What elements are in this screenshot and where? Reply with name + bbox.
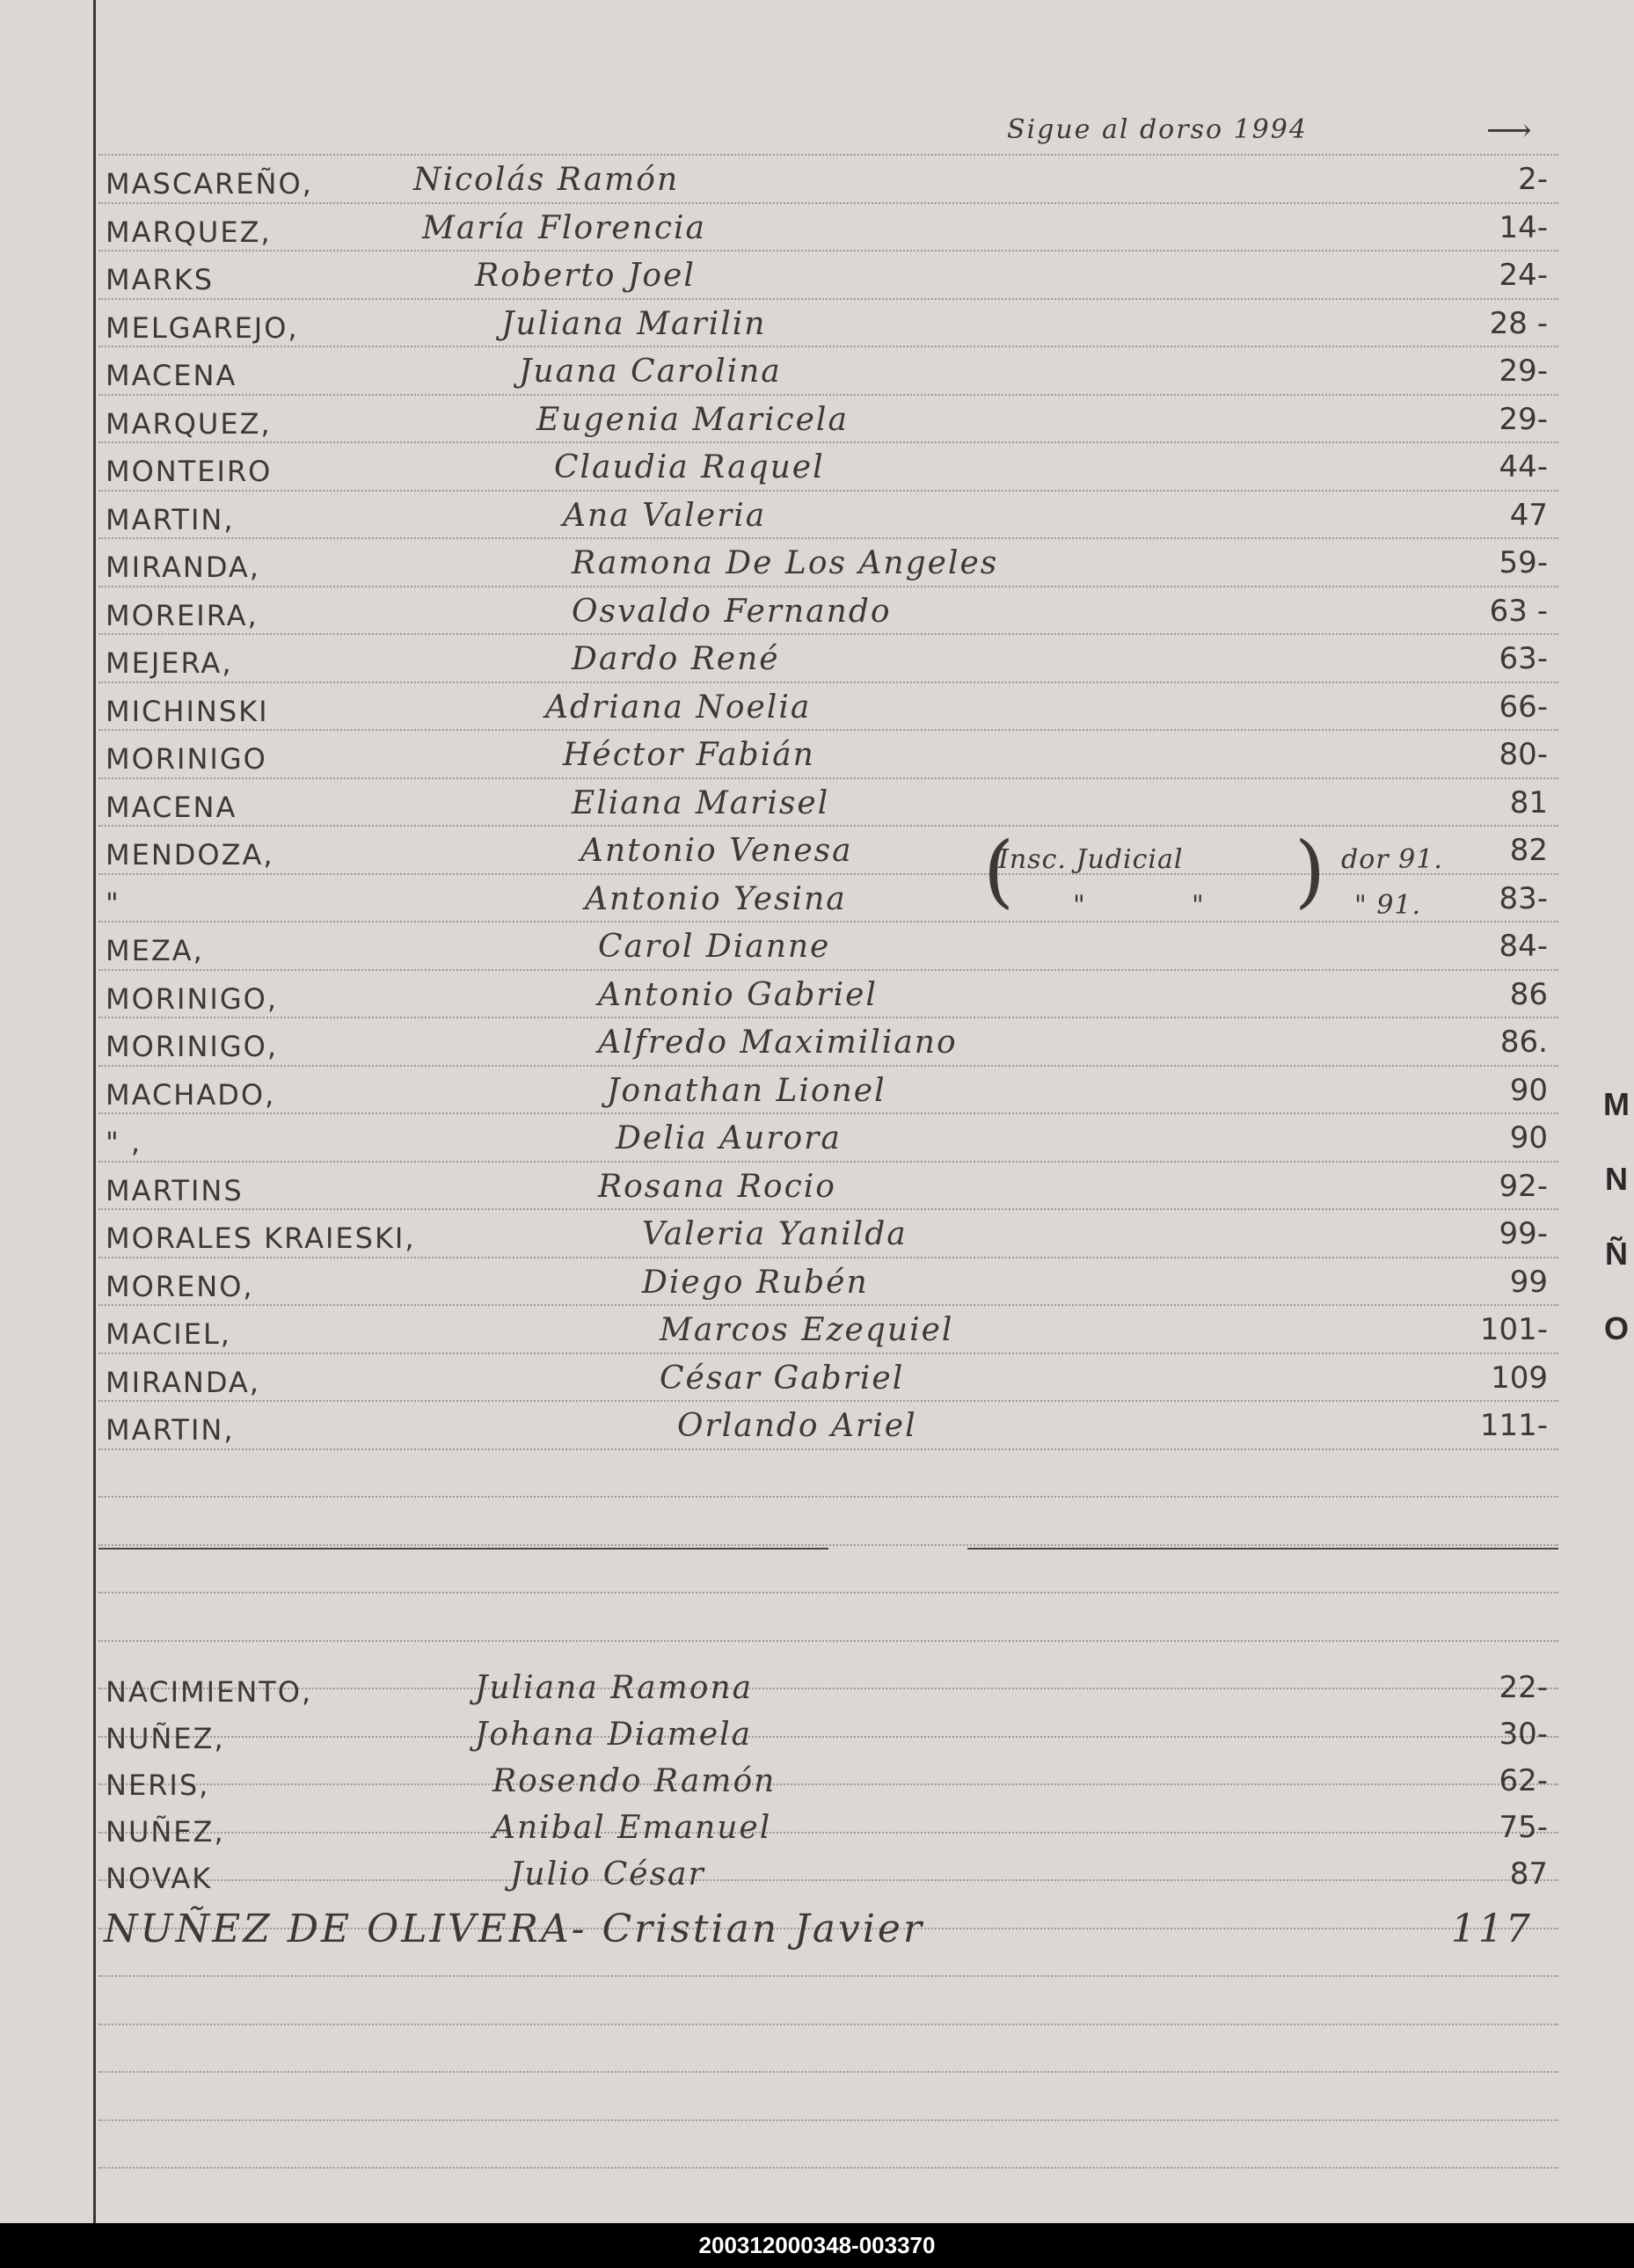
- entry-number: 47: [1509, 497, 1548, 533]
- entry-given-name: Orlando Ariel: [677, 1408, 917, 1444]
- entry-surname: MARTINS: [106, 1173, 244, 1207]
- entry-surname: MICHINSKI: [106, 694, 269, 728]
- entry-given-name: Héctor Fabián: [563, 737, 815, 773]
- entry-number: 24-: [1499, 258, 1548, 293]
- entry-given-name: Roberto Joel: [475, 258, 696, 294]
- entry-given-name: Antonio Venesa: [580, 833, 853, 869]
- entry-number: 59-: [1499, 545, 1548, 580]
- index-letter: O: [1603, 1310, 1629, 1346]
- bracket-open-icon: (: [983, 825, 1015, 917]
- entry-number: 90: [1509, 1072, 1548, 1108]
- entry-surname: MEZA,: [106, 934, 204, 967]
- ruled-line: [98, 1017, 1558, 1018]
- ditto-mark: ": [1192, 890, 1205, 921]
- entry-surname: NERIS,: [106, 1768, 210, 1802]
- section-divider: [98, 1548, 828, 1550]
- entry-given-name: Alfredo Maximiliano: [598, 1025, 958, 1061]
- entry-surname: MARTIN,: [106, 502, 235, 536]
- ruled-line: [98, 1353, 1558, 1354]
- entry-number: 109: [1491, 1360, 1548, 1396]
- entry-given-name: Anibal Emanuel: [492, 1810, 772, 1846]
- entry-number: 14-: [1499, 209, 1548, 245]
- entry-number: 86: [1509, 976, 1548, 1012]
- ruled-line: [98, 394, 1558, 396]
- entry-surname: MARQUEZ,: [106, 406, 272, 441]
- entry-given-name: César Gabriel: [660, 1360, 905, 1397]
- ruled-line: [98, 969, 1558, 971]
- entry-given-name: María Florencia: [422, 209, 706, 246]
- entry-surname: MORINIGO: [106, 742, 267, 776]
- ruled-line: [98, 250, 1558, 252]
- entry-number: 63 -: [1489, 593, 1548, 629]
- entry-given-name: Ramona De Los Angeles: [572, 545, 999, 581]
- ruled-line: [98, 586, 1558, 587]
- entry-surname: MENDOZA,: [106, 838, 274, 871]
- ruled-line: [98, 490, 1558, 492]
- entry-number: 84-: [1499, 929, 1548, 964]
- ruled-line: [98, 441, 1558, 443]
- entry-given-name: Jonathan Lionel: [607, 1072, 886, 1109]
- entry-surname: NUÑEZ,: [106, 1815, 225, 1849]
- index-letter: M: [1603, 1086, 1630, 1122]
- entry-surname: MORALES KRAIESKI,: [106, 1222, 416, 1255]
- entry-given-name: Valeria Yanilda: [642, 1216, 908, 1252]
- judicial-note: Insc. Judicial: [998, 844, 1184, 875]
- entry-number: 62-: [1499, 1763, 1548, 1798]
- entry-surname: MEJERA,: [106, 646, 233, 680]
- entry-given-name: Eugenia Maricela: [536, 401, 849, 438]
- entry-given-name: Dardo René: [572, 641, 780, 677]
- index-letter: N: [1605, 1161, 1628, 1197]
- ruled-line: [98, 1544, 1558, 1546]
- entry-surname: MORINIGO,: [106, 981, 278, 1016]
- entry-surname: MARKS: [106, 263, 215, 296]
- ruled-line: [98, 921, 1558, 923]
- entry-surname: MONTEIRO: [106, 455, 273, 488]
- entry-given-name: Juliana Marilin: [501, 305, 767, 342]
- entry-surname: MASCAREÑO,: [106, 167, 313, 201]
- entry-number: 80-: [1499, 737, 1548, 772]
- entry-given-name: Delia Aurora: [616, 1120, 842, 1156]
- ruled-line: [98, 202, 1558, 204]
- ruled-line: [98, 1257, 1558, 1258]
- ruled-line: [98, 1975, 1558, 1977]
- ruled-line: [98, 2071, 1558, 2073]
- entry-surname: NACIMIENTO,: [106, 1675, 313, 1709]
- bracket-close-icon: ): [1295, 825, 1326, 917]
- ruled-line: [98, 1400, 1558, 1402]
- ruled-line: [98, 873, 1558, 875]
- entry-number: 82: [1509, 833, 1548, 868]
- entry-given-name: Osvaldo Fernando: [572, 593, 892, 630]
- entry-number: 99: [1509, 1264, 1548, 1300]
- last-entry-number: 117: [1451, 1907, 1533, 1951]
- entry-number: 2-: [1518, 162, 1548, 197]
- entry-given-name: Eliana Marisel: [572, 784, 830, 821]
- ruled-line: [98, 2167, 1558, 2169]
- entry-surname: MELGAREJO,: [106, 310, 299, 345]
- ruled-line: [98, 682, 1558, 683]
- entry-number: 87: [1509, 1856, 1548, 1892]
- entry-given-name: Nicolás Ramón: [413, 162, 680, 198]
- entry-number: 44-: [1499, 449, 1548, 485]
- entry-number: 90: [1509, 1120, 1548, 1156]
- entry-number: 101-: [1479, 1312, 1548, 1347]
- ruled-line: [98, 2119, 1558, 2121]
- header-note: Sigue al dorso 1994: [1007, 114, 1308, 145]
- ruled-line: [98, 1688, 1558, 1689]
- entry-given-name: Julio César: [510, 1856, 705, 1892]
- ditto-mark: ": [1073, 890, 1086, 921]
- entry-number: 81: [1509, 784, 1548, 820]
- entry-surname: MARTIN,: [106, 1413, 235, 1447]
- entry-surname: MACENA: [106, 359, 237, 392]
- entry-number: 99-: [1499, 1216, 1548, 1251]
- ruled-line: [98, 825, 1558, 827]
- ruled-line: [98, 1640, 1558, 1642]
- section-divider: [967, 1548, 1558, 1550]
- entry-number: 66-: [1499, 689, 1548, 725]
- entry-surname: MIRANDA,: [106, 1365, 260, 1399]
- entry-surname: MORENO,: [106, 1269, 254, 1303]
- entry-number: 29-: [1499, 401, 1548, 437]
- entry-given-name: Juana Carolina: [519, 354, 782, 390]
- entry-number: 83-: [1499, 880, 1548, 916]
- ruled-line: [98, 1208, 1558, 1210]
- entry-number: 92-: [1499, 1168, 1548, 1204]
- entry-surname: NUÑEZ,: [106, 1722, 225, 1755]
- entry-surname: MOREIRA,: [106, 598, 259, 632]
- judicial-date-1: dor 91.: [1341, 844, 1443, 875]
- entry-given-name: Rosana Rocio: [598, 1168, 836, 1205]
- entry-number: 75-: [1499, 1810, 1548, 1845]
- ruled-line: [98, 1304, 1558, 1306]
- ruled-line: [98, 633, 1558, 635]
- ruled-line: [98, 1783, 1558, 1785]
- entry-number: 22-: [1499, 1670, 1548, 1705]
- last-entry-name: NUÑEZ DE OLIVERA- Cristian Javier: [104, 1907, 925, 1951]
- entry-number: 86.: [1499, 1025, 1548, 1060]
- entry-given-name: Marcos Ezequiel: [660, 1312, 954, 1348]
- judicial-date-2: " 91.: [1354, 890, 1422, 921]
- left-margin-line: [93, 0, 96, 2223]
- ruled-line: [98, 777, 1558, 779]
- entry-number: 28 -: [1489, 305, 1548, 341]
- entry-given-name: Juliana Ramona: [475, 1670, 754, 1706]
- entry-given-name: Ana Valeria: [563, 497, 767, 534]
- entry-surname: MORINIGO,: [106, 1030, 278, 1063]
- ruled-line: [98, 1879, 1558, 1881]
- ruled-line: [98, 298, 1558, 300]
- ruled-line: [98, 1736, 1558, 1738]
- entry-surname: ": [106, 886, 120, 920]
- entry-number: 111-: [1479, 1408, 1548, 1443]
- entry-number: 29-: [1499, 354, 1548, 389]
- footer-id: 200312000348-003370: [0, 2223, 1634, 2268]
- entry-surname: " ,: [106, 1126, 142, 1159]
- ruled-line: [98, 1496, 1558, 1498]
- entry-surname: MACENA: [106, 790, 237, 824]
- ruled-line: [98, 729, 1558, 731]
- index-letter: Ñ: [1605, 1236, 1628, 1272]
- ruled-line: [98, 346, 1558, 347]
- entry-surname: MARQUEZ,: [106, 215, 272, 249]
- entry-surname: MIRANDA,: [106, 551, 260, 584]
- entry-given-name: Adriana Noelia: [545, 689, 812, 726]
- ruled-line: [98, 1112, 1558, 1114]
- entry-given-name: Antonio Yesina: [585, 880, 847, 917]
- entry-surname: MACHADO,: [106, 1077, 276, 1112]
- entry-given-name: Diego Rubén: [642, 1264, 869, 1301]
- entry-number: 63-: [1499, 641, 1548, 676]
- ruled-line: [98, 1065, 1558, 1067]
- entry-surname: NOVAK: [106, 1862, 213, 1895]
- entry-given-name: Antonio Gabriel: [598, 976, 878, 1013]
- entry-given-name: Rosendo Ramón: [492, 1763, 777, 1799]
- ruled-line: [98, 154, 1558, 156]
- entry-given-name: Claudia Raquel: [554, 449, 825, 485]
- ruled-line: [98, 2024, 1558, 2025]
- ruled-line: [98, 1832, 1558, 1834]
- ruled-line: [98, 1448, 1558, 1450]
- arrow-icon: ⟶: [1486, 113, 1532, 149]
- ruled-line: [98, 1161, 1558, 1163]
- entry-number: 30-: [1499, 1717, 1548, 1752]
- ruled-line: [98, 537, 1558, 539]
- entry-surname: MACIEL,: [106, 1317, 231, 1351]
- ruled-line: [98, 1592, 1558, 1593]
- entry-given-name: Carol Dianne: [598, 929, 831, 965]
- entry-given-name: Johana Diamela: [475, 1717, 753, 1753]
